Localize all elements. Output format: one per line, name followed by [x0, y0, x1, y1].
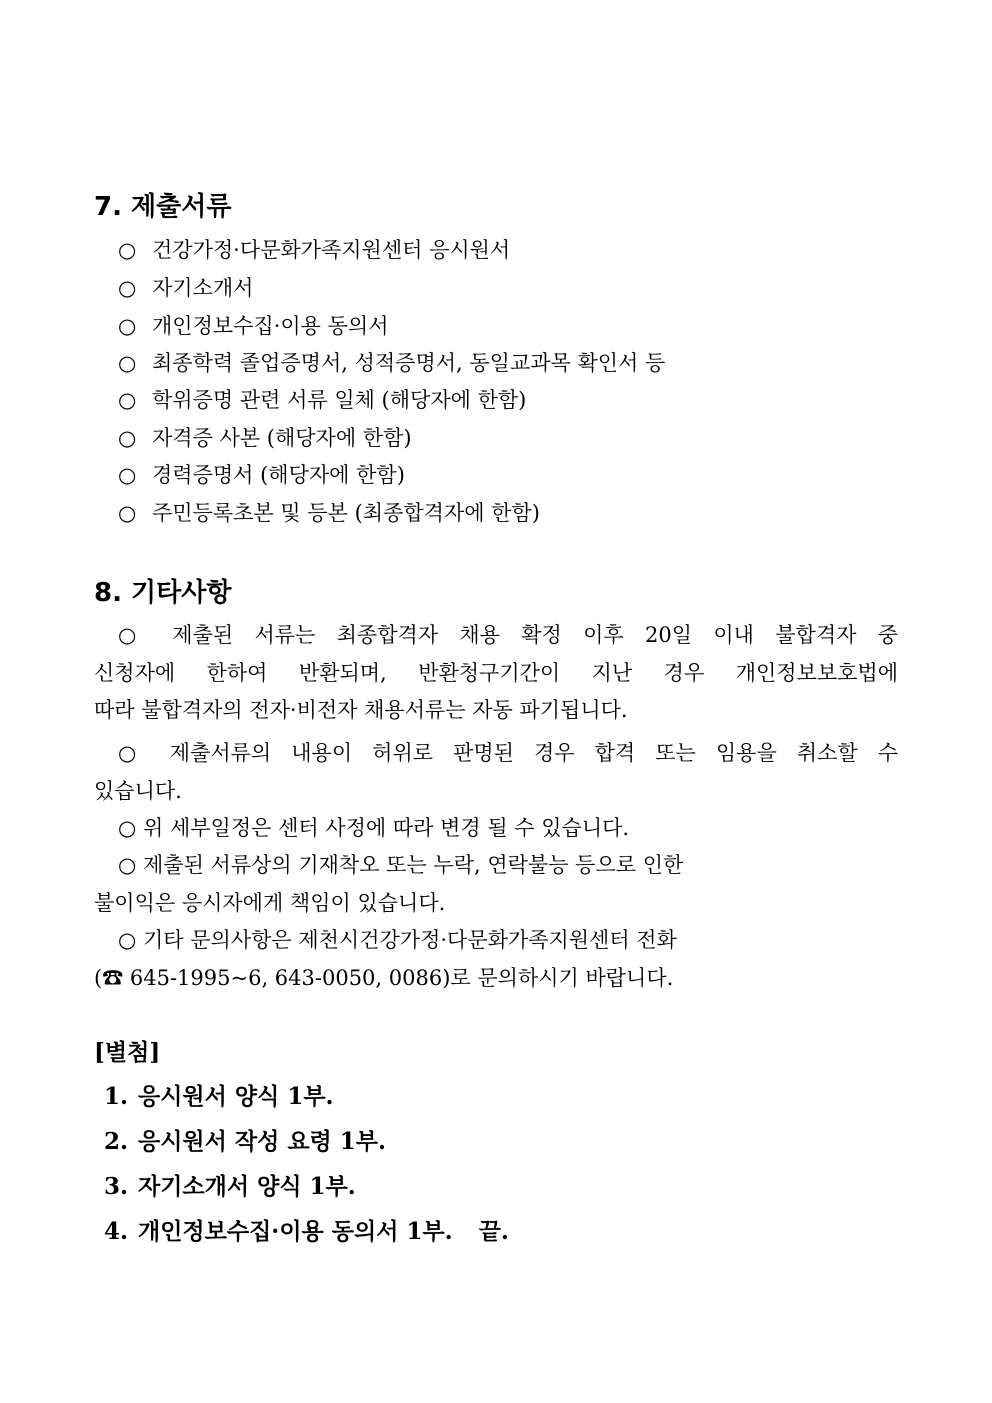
section-8-heading: 8. 기타사항	[94, 578, 232, 608]
paragraph-line: 따라 불합격자의 전자·비전자 채용서류는 자동 파기됩니다.	[94, 698, 628, 722]
paragraph-schedule-change	[94, 810, 898, 848]
bullet-icon: ○	[118, 501, 137, 525]
paragraph-line: 있습니다.	[94, 778, 182, 803]
paragraph-line: (☎ 645-1995~6, 643-0050, 0086)로 문의하시기 바랍니다.	[94, 965, 674, 990]
list-item-text: 개인정보수집·이용 동의서	[152, 314, 389, 338]
paragraph-false-documents	[94, 735, 898, 810]
bullet-icon: ○	[118, 426, 137, 450]
list-item-text: 자기소개서	[152, 276, 254, 300]
list-item-text: 주민등록초본 및 등본 (최종합격자에 한함)	[152, 501, 540, 525]
paragraph-line: ○ 기타 문의사항은 제천시건강가정·다문화가족지원센터 전화	[118, 928, 677, 952]
bullet-icon: ○	[118, 388, 137, 412]
attachment-text: 개인정보수집·이용 동의서 1부.	[138, 1218, 453, 1245]
list-item	[118, 460, 405, 490]
attachment-number: 2.	[104, 1128, 129, 1155]
paragraph-line: ○ 제출서류의 내용이 허위로 판명된 경우 합격 또는 임용을 취소할 수	[118, 741, 898, 765]
attachment-item	[104, 1170, 356, 1204]
end-mark: 끝.	[478, 1218, 509, 1245]
attachment-number: 3.	[104, 1173, 129, 1200]
list-item-text: 경력증명서 (해당자에 한함)	[152, 463, 405, 487]
list-item	[118, 498, 540, 528]
attachment-text: 응시원서 양식 1부.	[138, 1083, 334, 1110]
attachment-item	[104, 1125, 386, 1159]
attachment-text: 자기소개서 양식 1부.	[138, 1173, 356, 1200]
bullet-icon: ○	[118, 314, 137, 338]
paragraph-line: ○ 제출된 서류상의 기재착오 또는 누락, 연락불능 등으로 인한	[118, 853, 684, 877]
list-item-text: 최종학력 졸업증명서, 성적증명서, 동일교과목 확인서 등	[152, 351, 666, 375]
list-item	[118, 311, 389, 341]
section-7-heading: 7. 제출서류	[94, 192, 232, 222]
paragraph-applicant-responsibility	[94, 847, 898, 922]
bullet-icon: ○	[118, 238, 137, 262]
list-item-text: 학위증명 관련 서류 일체 (해당자에 한함)	[152, 388, 527, 412]
paragraph-line: 불이익은 응시자에게 책임이 있습니다.	[94, 890, 446, 915]
attachment-number: 1.	[104, 1083, 129, 1110]
list-item	[118, 235, 510, 265]
attachment-text: 응시원서 작성 요령 1부.	[138, 1128, 386, 1155]
list-item	[118, 423, 412, 453]
paragraph-contact	[94, 922, 898, 997]
paragraph-line: ○ 제출된 서류는 최종합격자 채용 확정 이후 20일 이내 불합격자 중	[118, 623, 898, 647]
list-item	[118, 385, 526, 415]
attachment-item	[104, 1080, 334, 1114]
list-item	[118, 348, 665, 378]
list-item	[118, 273, 253, 303]
bullet-icon: ○	[118, 276, 137, 300]
attachment-item	[104, 1215, 509, 1249]
attachment-number: 4.	[104, 1218, 129, 1245]
paragraph-line: 신청자에 한하여 반환되며, 반환청구기간이 지난 경우 개인정보보호법에	[94, 660, 898, 685]
paragraph-line: ○ 위 세부일정은 센터 사정에 따라 변경 될 수 있습니다.	[118, 816, 630, 840]
list-item-text: 건강가정·다문화가족지원센터 응시원서	[152, 238, 511, 262]
paragraph-return-of-documents	[94, 617, 898, 730]
list-item-text: 자격증 사본 (해당자에 한함)	[152, 426, 412, 450]
bullet-icon: ○	[118, 463, 137, 487]
attachments-title: [별첨]	[94, 1039, 161, 1066]
bullet-icon: ○	[118, 351, 137, 375]
